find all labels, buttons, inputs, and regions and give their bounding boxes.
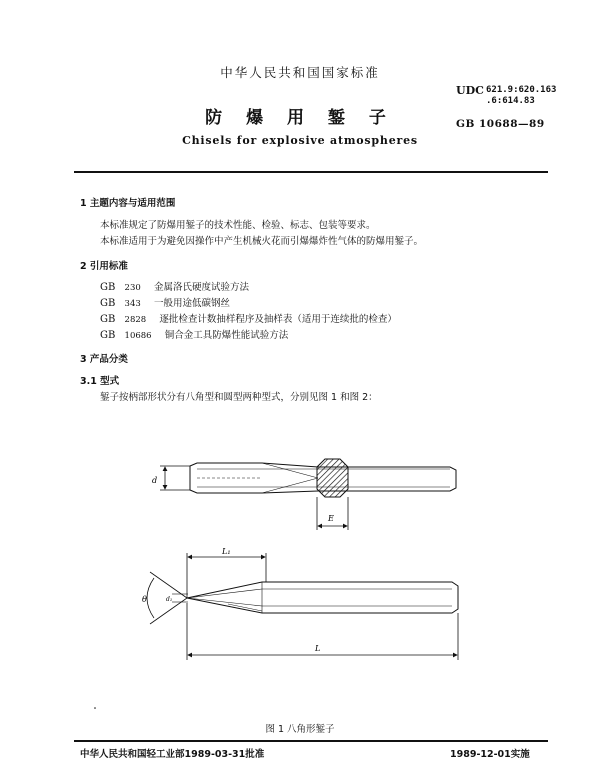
dimension-l — [187, 603, 458, 660]
dimension-d — [160, 466, 190, 490]
reference-number: 2828 — [124, 315, 147, 325]
section-3-1-heading: 3.1 型式 — [80, 376, 120, 387]
section-3-heading: 3 产品分类 — [80, 354, 128, 365]
footer-rule — [74, 740, 548, 742]
reference-title: 逐批检查计数抽样程序及抽样表（适用于连续批的检查） — [159, 314, 397, 325]
label-theta: θ — [142, 595, 147, 604]
reference-prefix: GB — [100, 330, 116, 341]
dimension-l1 — [187, 553, 266, 598]
reference-number: 10686 — [124, 331, 152, 341]
chisel-top-view — [187, 582, 458, 613]
udc-label: UDC — [456, 84, 484, 97]
approval-date: 中华人民共和国轻工业部1989-03-31批准 — [80, 749, 265, 760]
document-title: 防 爆 用 錾 子 — [205, 108, 395, 128]
reference-prefix: GB — [100, 298, 116, 309]
udc-code-line-1: 621.9:620.163 — [486, 85, 557, 95]
label-l1: L₁ — [222, 547, 231, 556]
udc-code-line-2: .6:614.83 — [486, 96, 535, 106]
label-e: E — [328, 514, 334, 523]
reference-title: 一般用途低碳钢丝 — [153, 298, 230, 309]
section-1-heading: 1 主题内容与适用范围 — [80, 198, 176, 209]
reference-title: 金属洛氏硬度试验方法 — [153, 282, 249, 293]
label-d1: d₁ — [166, 596, 173, 603]
label-d: d — [152, 476, 158, 485]
standard-title: 中华人民共和国国家标准 — [220, 65, 380, 80]
section-1-paragraph-1: 本标准规定了防爆用錾子的技术性能、检验、标志、包装等要求。 — [100, 220, 376, 231]
section-2-heading: 2 引用标准 — [80, 261, 128, 272]
effective-date: 1989-12-01实施 — [450, 749, 530, 760]
cross-section-hatched — [317, 459, 348, 497]
reference-prefix: GB — [100, 314, 116, 325]
document-title-english: Chisels for explosive atmospheres — [182, 134, 418, 147]
reference-number: 230 — [124, 283, 141, 293]
figure-1-caption: 图 1 八角形錾子 — [265, 724, 335, 735]
reference-prefix: GB — [100, 282, 116, 293]
label-l: L — [315, 644, 321, 653]
reference-title: 铜合金工具防爆性能试验方法 — [164, 330, 289, 341]
gb-standard-number: GB 10688—89 — [456, 118, 545, 130]
section-3-1-paragraph: 錾子按柄部形状分有八角型和圆型两种型式，分别见图 1 和图 2： — [100, 392, 378, 403]
reference-number: 343 — [124, 299, 141, 309]
section-1-paragraph-2: 本标准适用于为避免因操作中产生机械火花而引爆爆炸性气体的防爆用錾子。 — [100, 236, 424, 247]
scan-speck — [94, 707, 96, 709]
